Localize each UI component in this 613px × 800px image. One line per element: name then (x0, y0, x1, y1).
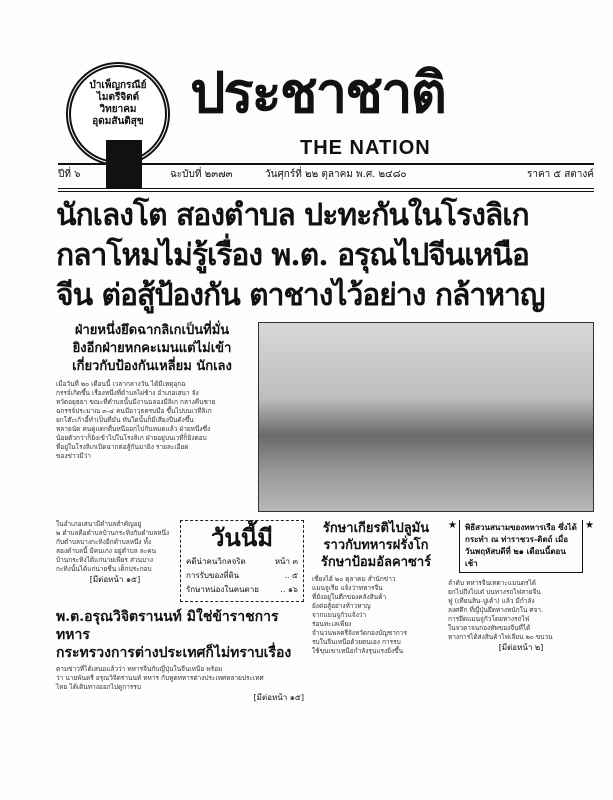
continued-label: [มีต่อหน้า ๒] (498, 643, 544, 652)
contents-item: คดีน่าคนวิกลจริต หน้า ๓ (186, 557, 298, 566)
main-headline-line: จีน ต่อสู้ป้องกัน ตาชางไว้อย่าง กล้าหาญ (56, 278, 545, 313)
contents-title: วันนี้มี (210, 523, 274, 552)
contents-item: การรับของที่ดิน .. ๕ (186, 571, 298, 580)
main-headline-line: กลาโหมไม่รู้เรื่อง พ.ต. อรุณไปจีนเหนือ (56, 238, 529, 273)
continued-label: [มีต่อหน้า ๑๕] (253, 693, 304, 702)
story-body: เมื่อวันที่ ๒๐ เดือนนี้ เวลากลางวัน ได้มีเหตุอุกฉ กรรจ์เกิดขึ้น เรื่องหนึ่งที่ตำบลไผ่ช้าง อำเภอเสนา จัง หวัดอยุธยา ขณะที่ตำบลนั้นมีงานฉลองมีลิเก กลางคืนชาย ฉกรรจ์ประมาณ ๓-๔ คนมีอาวุธครบมือ ขึ้นไปบนเวทีลิเก ยกโต๊ะเก้าอี้ทำเป็นที่มั่น ทันใดนั้นก็มีเสียงปืนดังขึ้น หลายนัด คนดูแตกตื่นหนีออกไปกันหมดแล้ว ฝ่ายหนึ่งซึ่ง น้อยตัวกว่าก็ยิงเข้าไปในโรงลิเก ฝ่ายอยู่บนเวทีก็ยิงตอบ ที่อยู่ในโรงลิเกเปิดฉากต่อสู้กันมายิง รายละเอียด ของข่าวมีว่า (56, 380, 216, 460)
issue-date: วันศุกร์ที่ ๒๒ ตุลาคม พ.ศ. ๒๔๘๐ (265, 169, 407, 180)
left-column (56, 520, 304, 703)
photo-caption-box: พิธีสวนสนามของทหารเรือ ซึ่งได้กระทำ ณ ท่าราชวร-ดิตถ์ เมื่อวันพฤหัสบดีที่ ๒๑ เดือนนี้ตอนเช้า (459, 520, 583, 573)
page-body (56, 196, 594, 703)
story-headline: พ.ต.อรุณวิจิตรานนท์ มิใช่ข้าราชการทหาร กระทรวงการต่างประเทศก็ไม่ทราบเรื่อง (56, 609, 292, 661)
middle-column (312, 520, 440, 656)
news-photo-soldiers-parade (258, 322, 594, 512)
logo-text: ไมตรีจิตต์ (96, 92, 140, 103)
contents-item: รักษาหน่องในคนตาย .. ๑๖ (186, 585, 298, 594)
star-icon: ★ (585, 520, 594, 531)
newspaper-title: ประชาชาติ (190, 60, 445, 126)
issue-number: ฉะบับที่ ๒๓๗๓ (170, 169, 233, 180)
newspaper-title-english: THE NATION (300, 137, 431, 159)
story-body: ลำดับ ทหารจีนเทดาะแมนตรได้ ยกไปถึงไปเต๋ บนทางรถไฟสายจีน ฟู (เทียนสิน-ปูเค้า) แล้ว มีกำลัง ลงศตึก ที่ญี่ปุ่นยึดทางหนักใน ศจา. การยึดแมนจูกัวโดยทางรถไฟ ในจวดาจนกองทัพของจีนที่ได้ ทางการได้ส่งสินค้าไฟเลียน ๒๐ ขบวน [มีต่อหน้า ๒] (448, 579, 594, 653)
story-body: ตามข่าวที่ได้เสนอแล้วว่า ทหารจีนกับญี่ปุ่นในจีนเหนือ พร้อม ว่า นายพันตรี อรุณวิจิตรานนท์ ทหาร กับทูตทหารต่างประเทศหลายประเทศ ไทย ได้เดินทางออกไปดูการรบ [มีต่อหน้า ๑๕] (56, 665, 304, 702)
subhead-line: เกี่ยวกับป้องกันเหลี่ยม นักเลง (72, 359, 232, 374)
story-subheadline (56, 322, 248, 376)
logo-text: อุดมสันติสุข (92, 116, 144, 127)
star-icon: ★ (448, 520, 457, 531)
logo-text: บำเพ็ญกรณีย์ (89, 80, 147, 91)
divider (58, 188, 594, 192)
contents-box (180, 520, 304, 602)
subhead-line: ยิงอีกฝ่ายหกคะเมนแต่ไม่เข้า (72, 341, 232, 356)
lead-story-column (56, 322, 248, 512)
story-body: เซี่ยงไฮ้ ๒๐ ตุลาคม สำนักข่าว แมนจูเรีย แจ้งว่าทหารจีน ที่ยังอยู่ในตึกของคลังสินค้า ยังต่อสู้อย่างห้าวหาญ จากแมนจูกัวแจ้งว่า ร่อนทะเลเพียง จำนวนพลตรีจังหวัดกองบัญชาการ รบในจีนเหนือด้วยตนเอง การรบ ใช้ขุนเขาเหนือกำลังรุนแรงยิ่งขึ้น (312, 575, 407, 655)
issue-info-row (58, 168, 594, 182)
price: ราคา ๕ สตางค์ (526, 169, 594, 180)
lead-story-row (56, 322, 594, 512)
story-body-continued: ในอำเภอเสนามีตำบลสำคัญอยู่ ๒ ตำบลคือตำบลบ้านกระทิงกับตำบลหนึ่ง กับตำบลบางกะทิงอีกตำบลหนึ่ง ทั้ง สองตำบลนี้ มีคนเก่ง อยู่ตำบล ละคน บ้านกระทิงได้แก่นายเพียร ส่วนบาง กะทิงนั้นได้แก่นายชื่น เด็กประกอบ [มีต่อหน้า ๑๕] (56, 520, 174, 585)
lower-stories-row (56, 520, 594, 703)
subhead-line: ฝ่ายหนึ่งยึดฉากลิเกเป็นที่มั่น (74, 323, 230, 338)
logo-text: วิทยาคม (99, 104, 137, 115)
story-headline: รักษาเกียรติไปลูมัน ราวกับทหารฝรั่งโก รักษาป้อมอัลคาซาร์ (320, 521, 432, 570)
divider (58, 163, 594, 165)
main-headline-line: นักเลงโต สองตำบล ปะทะกันในโรงลิเก (56, 198, 529, 233)
year-number: ปีที่ ๖ (58, 169, 81, 180)
right-column (448, 520, 594, 653)
continued-label: [มีต่อหน้า ๑๕] (89, 575, 141, 584)
